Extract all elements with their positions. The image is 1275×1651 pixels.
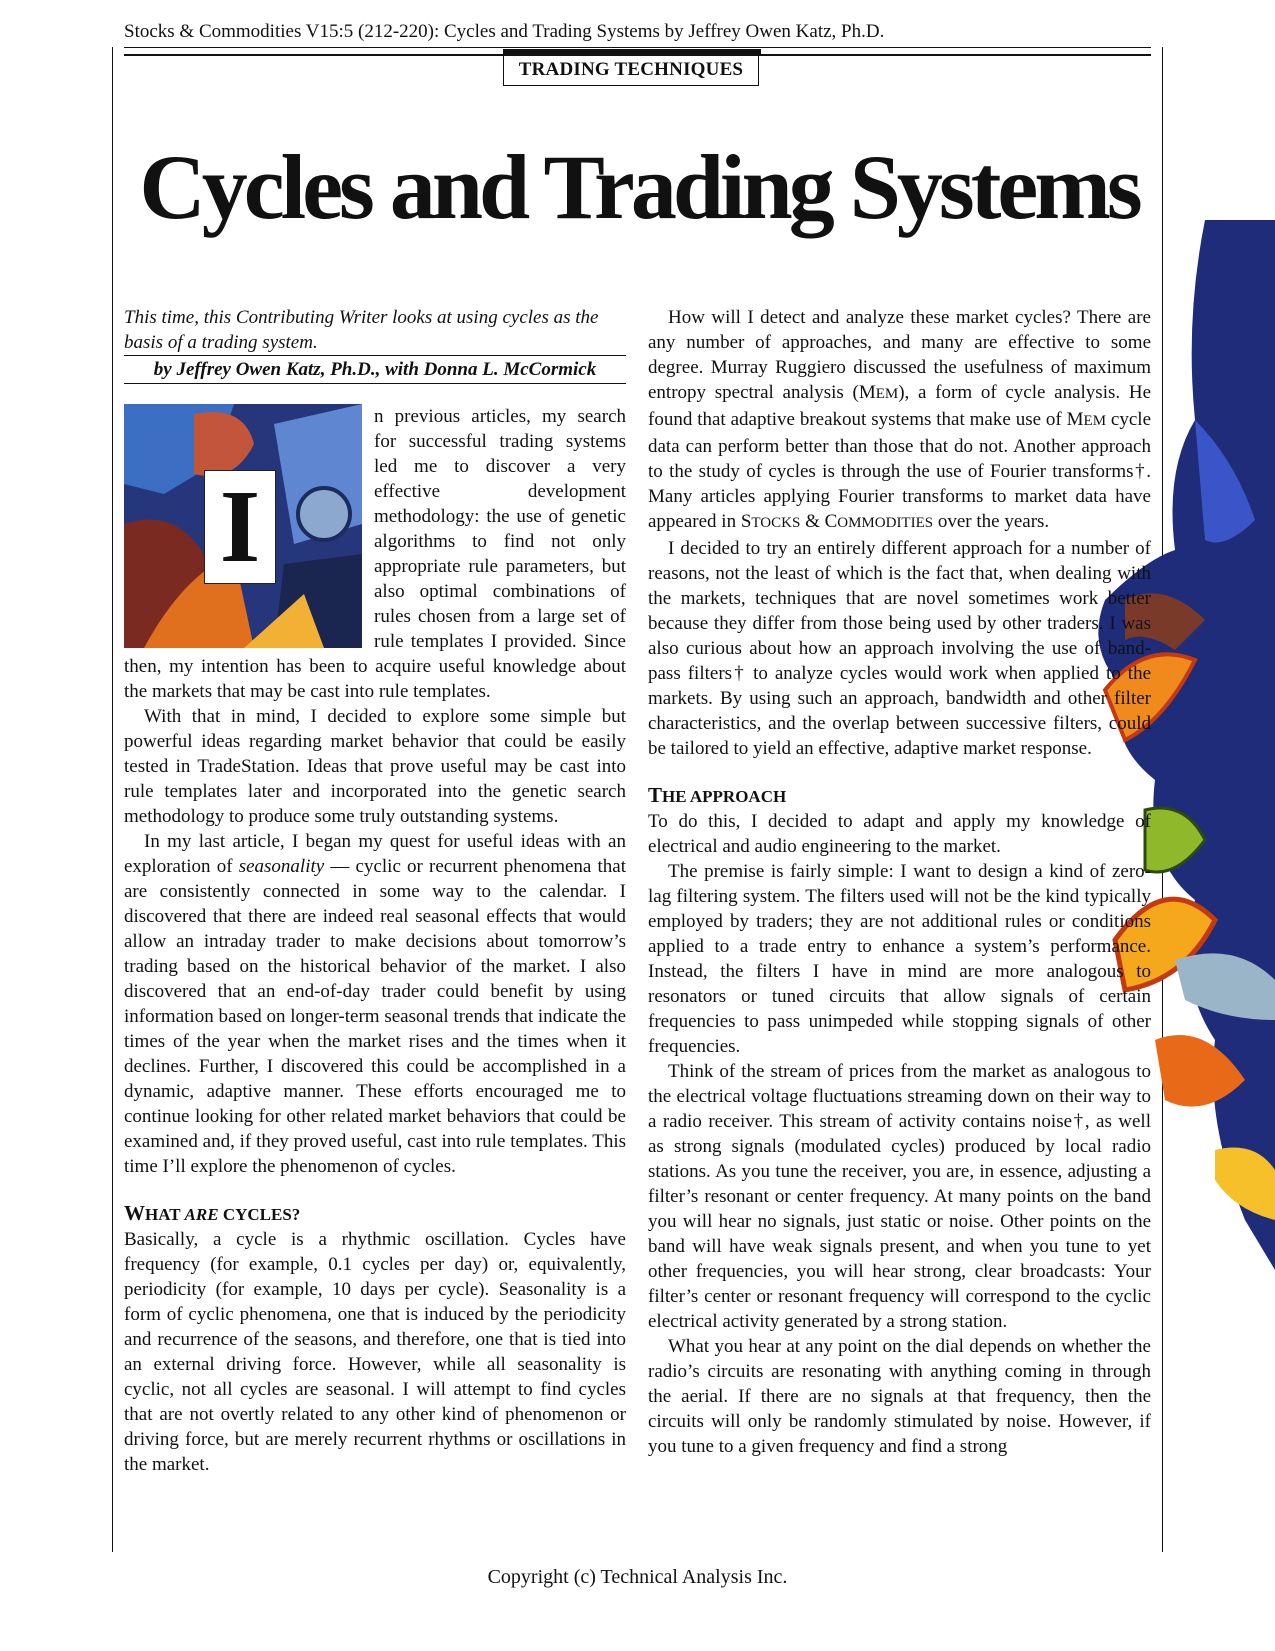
drop-cap-illustration <box>124 404 362 648</box>
left-margin-rule <box>112 47 113 1552</box>
article-title: Cycles and Trading Systems <box>139 136 1139 238</box>
left-para-4: Basically, a cycle is a rhythmic oscillation. Cycles have frequency (for example, 0.1 cycles per day) or, equivalently, periodicity (for example, 10 days per cycle). Seasonality is a form of cyclic phenomena, one that is induced by the periodicity and recurrence of the seasons, and therefore, one that is tied into an external driving force. However, while all seasonality is cyclic, not all cycles are seasonal. I will attempt to find cycles that are not overtly related to any other kind of phenomenon or driving force, but are merely recurrent rhythms or oscillations in the market. <box>124 1229 626 1475</box>
right-para-2: I decided to try an entirely different approach for a number of reasons, not the least of which is the fact that, when dealing with the markets, techniques that are novel sometimes work better because they differ from those being used by other traders. I was also curious about how an approach involving the use of band-pass filters† to analyze cycles would work when applied to the markets. By using such an approach, bandwidth and other filter characteristics, and the overlap between successive filters, could be tailored to yield an effective, adaptive market response. <box>648 538 1151 759</box>
right-para-6: What you hear at any point on the dial depends on whether the radio’s circuits are resonating with anything coming in through the aerial. If there are no signals at that frequency, then the circuits will only be randomly stimulated by noise. However, if you tune to a given frequency and find a strong <box>648 1336 1151 1457</box>
byline: by Jeffrey Owen Katz, Ph.D., with Donna L. McCormick <box>124 355 626 384</box>
copyright-footer: Copyright (c) Technical Analysis Inc. <box>487 1566 788 1588</box>
right-para-1: How will I detect and analyze these market cycles? There are any number of approaches, and many are effective to some degree. Murray Ruggiero discussed the usefulness of maximum entropy spectral analysis (MEM), a form of cycle analysis. He found that adaptive breakout systems that make use of MEM cycle data can perform better than those that do not. Another approach to the study of cycles is through the use of Fourier transforms†. Many articles applying Fourier transforms to market data have appeared in STOCKS & COMMODITIES over the years. <box>648 307 1151 532</box>
right-para-3: To do this, I decided to adapt and apply my knowledge of electrical and audio engineering to the market. <box>648 811 1151 857</box>
subhead-what-are-cycles: WHAT ARE CYCLES? <box>124 1201 301 1225</box>
section-tag: TRADING TECHNIQUES <box>503 55 759 86</box>
standfirst: This time, this Contributing Writer looks at using cycles as the basis of a trading system. <box>124 307 599 353</box>
drop-cap-letter: I <box>204 470 276 584</box>
left-para-1: n previous articles, my search for successful trading systems led me to discover a very effective development methodology: the use of genetic algorithms to find not only appropriate rule parameters, but also optimal combinations of rules chosen from a large set of rule templates I provided. Since then, my intention has been to acquire useful knowledge about the markets that may be cast into rule templates. <box>124 406 626 702</box>
left-para-2: With that in mind, I decided to explore some simple but powerful ideas regarding market behavior that could be easily tested in TradeStation. Ideas that prove useful may be cast into rule templates later and incorporated into the genetic search methodology to produce some truly outstanding systems. <box>124 706 626 827</box>
column-right <box>648 305 1151 1459</box>
right-para-5: Think of the stream of prices from the market as analogous to the electrical voltage fluctuations streaming down on their way to a radio receiver. This stream of activity contains noise†, as well as strong signals (modulated cycles) produced by local radio stations. As you tune the receiver, you are, in essence, adjusting a filter’s resonant or center frequency. At many points on the band you will hear no signals, just static or noise. Other points on the band will have weak signals present, and when you tune to yet other frequencies, you will hear strong, clear broadcasts: Your filter’s center or resonant frequency will correspond to the cyclic electrical activity generated by a strong station. <box>648 1061 1151 1332</box>
column-left <box>124 305 626 1477</box>
header-rule <box>124 47 1151 48</box>
subhead-the-approach: THE APPROACH <box>648 783 787 807</box>
left-para-3: In my last article, I began my quest for useful ideas with an exploration of seasonality — cyclic or recurrent phenomena that are consistently connected in some way to the calendar. I discovered that there are indeed real seasonal effects that would allow an intraday trader to make decisions about tomorrow’s trading based on the historical behavior of the market. I also discovered that an end-of-day trader could benefit by using information based on longer-term seasonal trends that indicate the times of the year when the market rises and the times when it declines. Further, I discovered this could be accomplished in a dynamic, adaptive manner. These efforts encouraged me to continue looking for other related market behaviors that could be examined and, if they proved useful, cast into rule templates. This time I’ll explore the phenomenon of cycles. <box>124 831 627 1177</box>
running-head: Stocks & Commodities V15:5 (212-220): Cycles and Trading Systems by Jeffrey Owen Katz, Ph.D. <box>124 21 885 42</box>
right-para-4: The premise is fairly simple: I want to design a kind of zero-lag filtering system. The filters used will not be the kind typically employed by traders; they are not additional rules or conditions applied to a trade entry to enhance a system’s performance. Instead, the filters I have in mind are more analogous to resonators or tuned circuits that allow signals of certain frequencies to pass unimpeded while stopping signals of other frequencies. <box>648 861 1151 1057</box>
